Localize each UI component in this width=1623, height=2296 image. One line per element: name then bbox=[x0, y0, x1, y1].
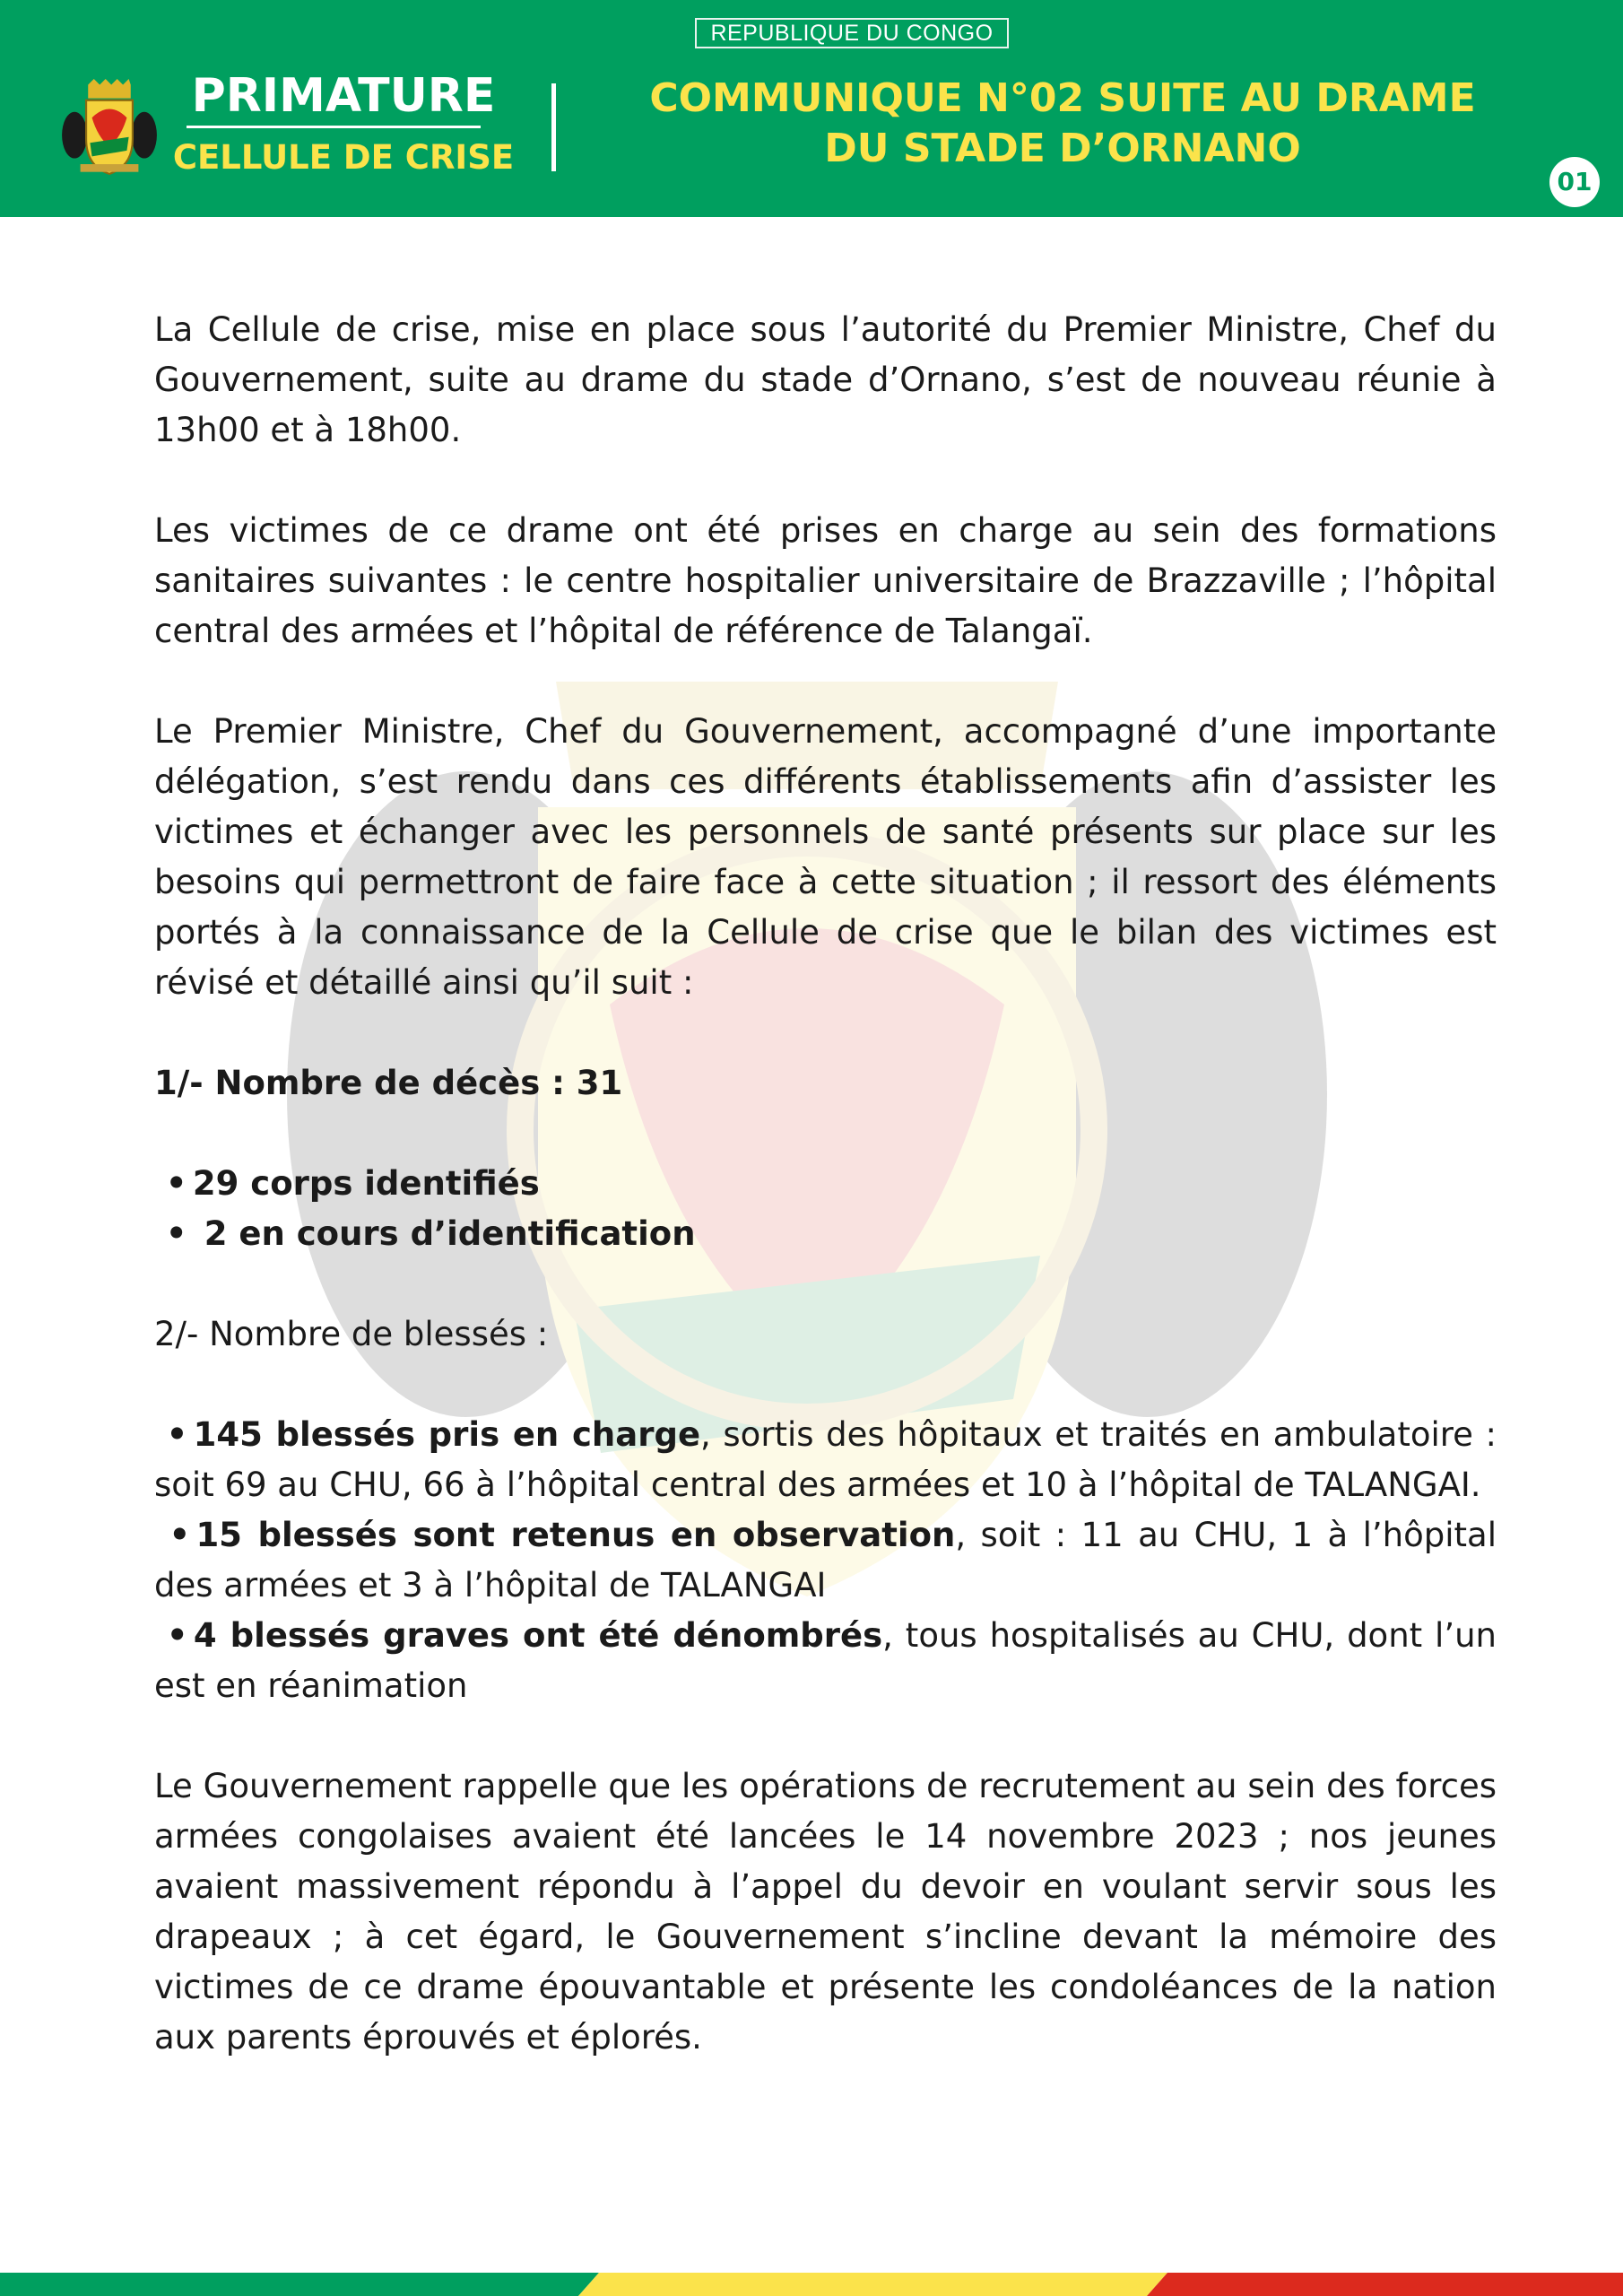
list-item: • 15 blessés sont retenus en observation, soit : 11 au CHU, 1 à l’hôpital des armées et 3 à l’hôpital de TALANGAI bbox=[154, 1510, 1497, 1611]
intro-paragraph: La Cellule de crise, mise en place sous l’autorité du Premier Ministre, Chef du Gouvernement, suite au drame du stade d’Ornano, s’est de nouveau réunie à 13h00 et à 18h00. bbox=[154, 310, 1497, 449]
list-item: • 145 blessés pris en charge, sortis des hôpitaux et traités en ambulatoire : soit 69 au CHU, 66 à l’hôpital central des armées et 10 à l’hôpital de TALANGAI. bbox=[154, 1410, 1497, 1510]
coat-of-arms-icon bbox=[61, 79, 158, 176]
list-item: • 2 en cours d’identification bbox=[154, 1209, 1497, 1259]
header-divider bbox=[551, 83, 556, 171]
communique-title-line1: COMMUNIQUE N°02 SUITE AU DRAME bbox=[649, 75, 1476, 121]
bullet-icon: • bbox=[165, 1214, 187, 1253]
communique-title bbox=[592, 74, 1533, 174]
bullet-icon: • bbox=[169, 1516, 191, 1554]
header-banner bbox=[0, 0, 1623, 217]
condolences-paragraph: Le Gouvernement rappelle que les opérations de recrutement au sein des forces armées congolaises avaient été lancées le 14 novembre 2023 ; nos jeunes avaient massivement répondu à l’appel du devoir en voulant servir sous les drapeaux ; à cet égard, le Gouvernement s’incline devant la mémoire des victimes de ce drame épouvantable et présente les condoléances de la nation aux parents éprouvés et éplorés. bbox=[154, 1767, 1497, 2057]
page-number-badge: 01 bbox=[1549, 157, 1600, 207]
bullet-icon: • bbox=[166, 1415, 188, 1454]
communique-title-line2: DU STADE D’ORNANO bbox=[824, 126, 1301, 171]
bullet-icon: • bbox=[166, 1616, 188, 1655]
hospitals-paragraph: Les victimes de ce drame ont été prises en charge au sein des formations sanitaires suivantes : le centre hospitalier universitaire de Brazzaville ; l’hôpital central des armées et l’hôpital de référence de Talangaï. bbox=[154, 511, 1497, 650]
bullet-icon: • bbox=[165, 1164, 187, 1203]
office-title-underline bbox=[187, 126, 481, 128]
communique-body bbox=[154, 305, 1497, 2063]
injured-heading: 2/- Nombre de blessés : bbox=[154, 1315, 549, 1353]
deaths-heading: 1/- Nombre de décès : 31 bbox=[154, 1064, 623, 1102]
office-title: PRIMATURE bbox=[191, 69, 496, 123]
footer-flag-stripes bbox=[0, 2273, 1623, 2296]
list-item: • 29 corps identifiés bbox=[154, 1159, 1497, 1209]
office-subtitle: CELLULE DE CRISE bbox=[172, 138, 515, 177]
list-item: • 4 blessés graves ont été dénombrés, tous hospitalisés au CHU, dont l’un est en réanimation bbox=[154, 1611, 1497, 1711]
visit-paragraph: Le Premier Ministre, Chef du Gouvernement, accompagné d’une importante délégation, s’est rendu dans ces différents établissements afin d’assister les victimes et échanger avec les personnels de santé présents sur place sur les besoins qui permettront de faire face à cette situation ; il ressort des éléments portés à la connaissance de la Cellule de crise que le bilan des victimes est révisé et détaillé ainsi qu’il suit : bbox=[154, 712, 1497, 1002]
country-label: REPUBLIQUE DU CONGO bbox=[695, 18, 1009, 48]
